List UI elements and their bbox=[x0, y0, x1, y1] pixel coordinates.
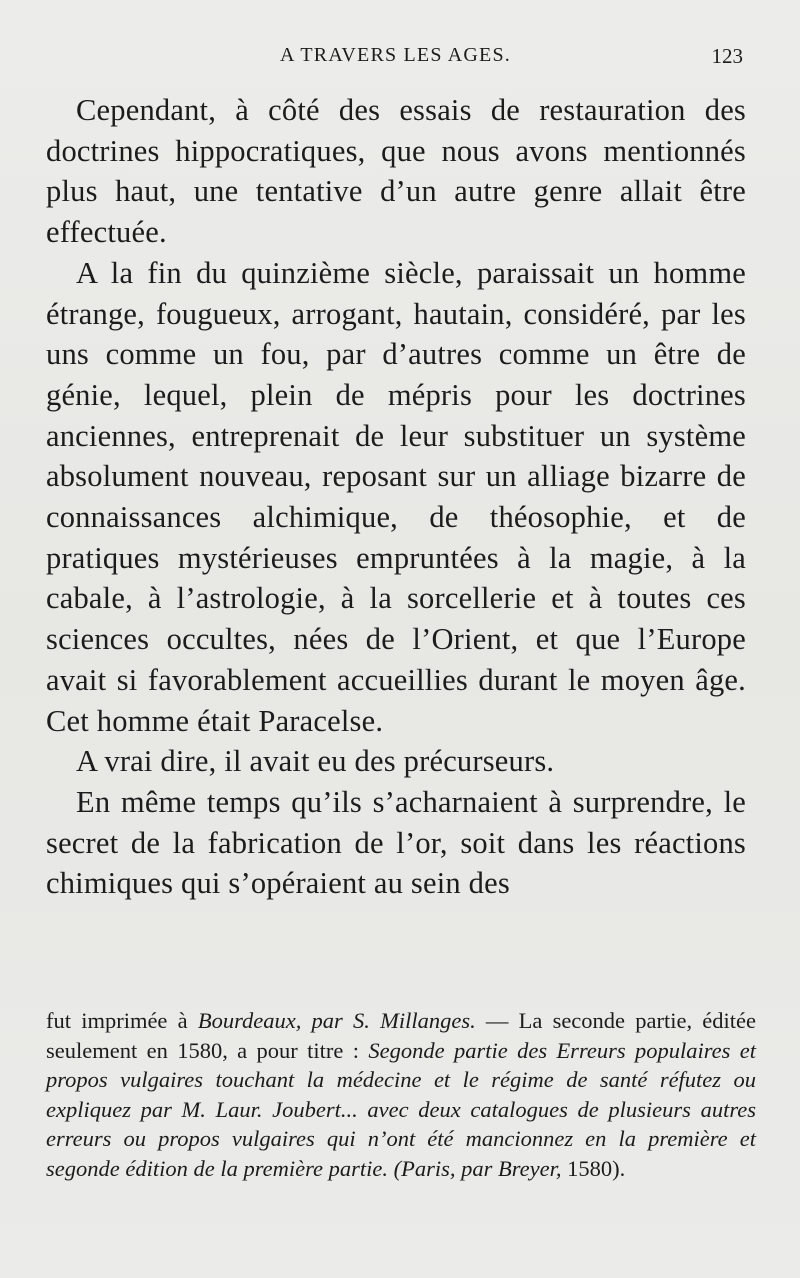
page-number: 123 bbox=[711, 44, 743, 68]
footnote-segment: 1580). bbox=[561, 1155, 626, 1181]
footnote-text bbox=[46, 1006, 756, 1183]
paragraph: A vrai dire, il avait eu des précurseurs. bbox=[76, 744, 555, 779]
footnote-segment: Bourdeaux, par S. Millanges. bbox=[197, 1008, 476, 1033]
footnote-segment: Segonde partie des Erreurs populaires et propos vulgaires touchant la médecine et le régime de santé réfutez ou expliquez par M. Laur. Joubert... avec deux catalogues de plusieurs autres erreurs ou propos vulgaires qui n’ont été mancionnez en la première et segonde édition de la première partie. (Paris, par Breyer, bbox=[46, 1037, 756, 1181]
paragraph: En même temps qu’ils s’acharnaient à surprendre, le secret de la fabrication de l’or, soit dans les réactions chimiques qui s’opéraient au sein des bbox=[46, 784, 746, 901]
footnote bbox=[46, 1006, 756, 1183]
footnote-segment: — La seconde partie, éditée seulement en 1580, a pour titre : bbox=[46, 1008, 757, 1063]
footnote-segment: fut imprimée à bbox=[46, 1008, 198, 1033]
running-title: A TRAVERS LES AGES. bbox=[279, 44, 511, 66]
paragraph: A la fin du quinzième siècle, paraissait un homme étrange, fougueux, arrogant, hautain, considéré, par les uns comme un fou, par d’autres comme un être de génie, lequel, plein de mépris pour les doctrines anciennes, entreprenait de leur substituer un système absolument nouveau, reposant sur un alliage bizarre de connaissances alchimique, de théosophie, et de pratiques mystérieuses empruntées à la magie, à la cabale, à l’astrologie, à la sorcellerie et à toutes ces sciences occultes, nées de l’Orient, et que l’Europe avait si favorablement accueillies durant le moyen âge. Cet homme était Paracelse. bbox=[46, 255, 746, 738]
paragraph: Cependant, à côté des essais de restauration des doctrines hippocratiques, que nous avons mentionnés plus haut, une tentative d’un autre genre allait être effectuée. bbox=[46, 93, 746, 250]
running-head bbox=[48, 44, 743, 74]
main-text bbox=[46, 90, 746, 904]
